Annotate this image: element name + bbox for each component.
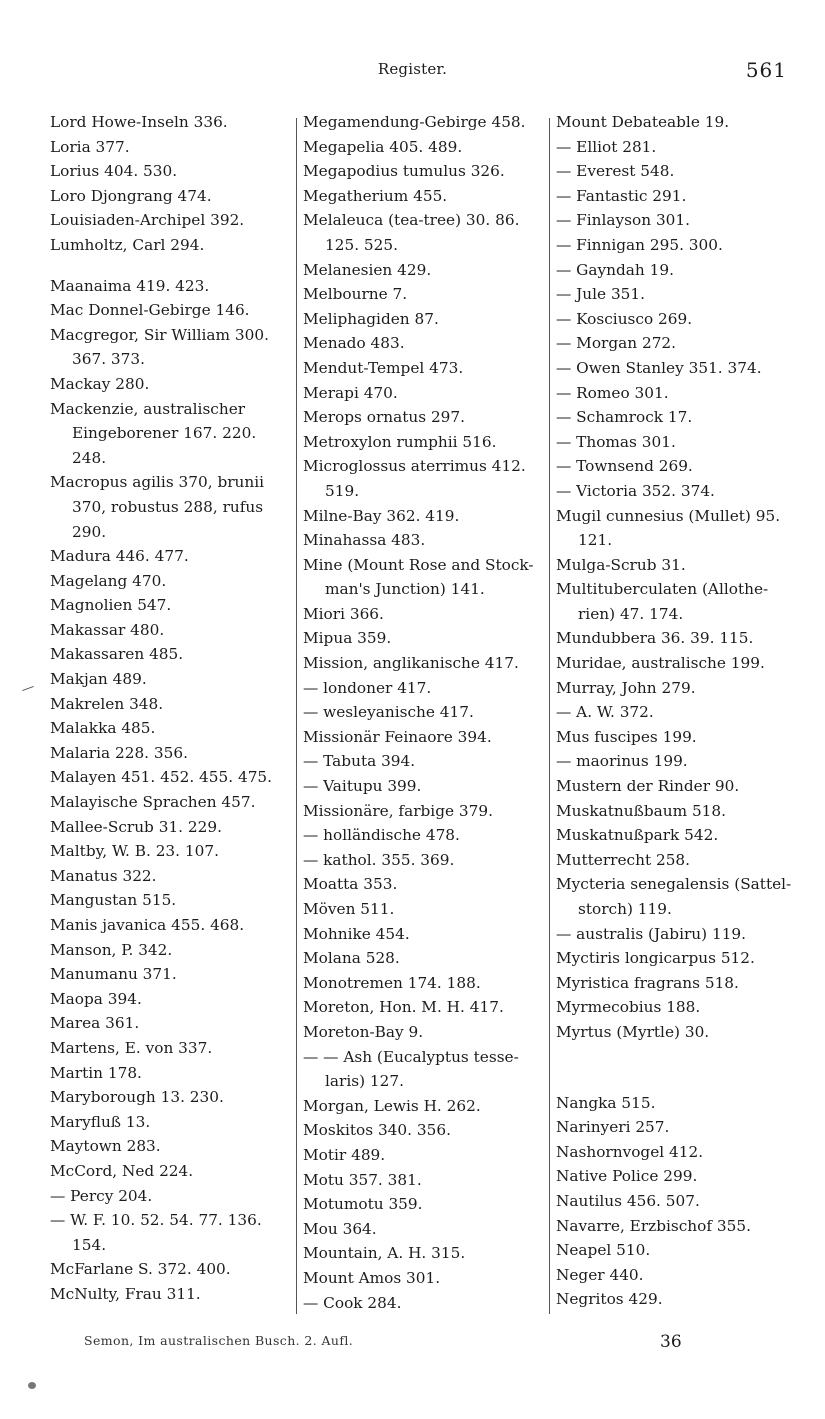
- index-entry: rien) 47. 174.: [578, 604, 684, 623]
- index-entry: 367. 373.: [72, 350, 145, 369]
- index-entry: Manis javanica 455. 468.: [50, 916, 245, 934]
- index-entry: Makassaren 485.: [50, 645, 184, 664]
- index-entry: Mangustan 515.: [50, 891, 177, 910]
- index-entry: Nashornvogel 412.: [556, 1142, 704, 1161]
- index-entry: — australis (Jabiru) 119.: [556, 924, 747, 943]
- index-entry: McFarlane S. 372. 400.: [50, 1260, 231, 1279]
- index-entry: — A. W. 372.: [556, 703, 654, 722]
- index-entry: Moatta 353.: [303, 875, 398, 894]
- index-entry: Neger 440.: [556, 1265, 644, 1284]
- index-entry: — Cook 284.: [303, 1293, 402, 1312]
- index-entry: — Tabuta 394.: [303, 752, 416, 771]
- index-entry: Muskatnußpark 542.: [556, 826, 719, 845]
- index-entry: Maryfluß 13.: [50, 1112, 151, 1131]
- index-entry: Moreton, Hon. M. H. 417.: [303, 998, 504, 1017]
- index-entry: Lorius 404. 530.: [50, 162, 178, 181]
- index-entry: Mundubbera 36. 39. 115.: [556, 629, 754, 648]
- index-entry: Maytown 283.: [50, 1137, 161, 1156]
- index-entry: Mou 364.: [303, 1219, 377, 1238]
- index-entry: Mountain, A. H. 315.: [303, 1244, 466, 1263]
- index-entry: — W. F. 10. 52. 54. 77. 136.: [50, 1211, 262, 1230]
- index-entry: Myctiris longicarpus 512.: [556, 949, 755, 968]
- index-entry: Megapelia 405. 489.: [303, 137, 463, 156]
- index-entry: Missionäre, farbige 379.: [303, 801, 493, 820]
- index-entry: Monotremen 174. 188.: [303, 973, 481, 992]
- index-column-3: [556, 110, 796, 1312]
- index-entry: — Thomas 301.: [556, 432, 676, 451]
- index-entry: Myrtus (Myrtle) 30.: [556, 1022, 710, 1041]
- ink-spot: [28, 1382, 36, 1389]
- index-entry: 519.: [325, 481, 360, 500]
- index-entry: storch) 119.: [578, 900, 672, 918]
- index-entry: — Owen Stanley 351. 374.: [556, 358, 762, 377]
- index-entry: Möven 511.: [303, 900, 395, 918]
- index-entry: — Elliot 281.: [556, 137, 657, 156]
- index-entry: Nautilus 456. 507.: [556, 1191, 700, 1210]
- index-entry: Malayen 451. 452. 455. 475.: [50, 768, 273, 787]
- index-entry: Megapodius tumulus 326.: [303, 162, 505, 181]
- index-entry: Minahassa 483.: [303, 531, 426, 550]
- index-entry: Mulga-Scrub 31.: [556, 555, 686, 574]
- index-entry: Mac Donnel-Gebirge 146.: [50, 301, 250, 320]
- index-entry: Mustern der Rinder 90.: [556, 777, 740, 796]
- index-entry: 125. 525.: [325, 235, 398, 254]
- index-entry: 154.: [72, 1235, 107, 1254]
- index-entry: 121.: [578, 531, 613, 550]
- index-column-2: [303, 110, 543, 1315]
- index-entry: Martens, E. von 337.: [50, 1038, 213, 1057]
- index-entry: — Everest 548.: [556, 162, 675, 181]
- index-entry: Multituberculaten (Allothe-: [556, 580, 769, 599]
- index-entry: Maopa 394.: [50, 989, 142, 1008]
- index-entry: Mohnike 454.: [303, 924, 410, 943]
- index-entry: — Fantastic 291.: [556, 186, 687, 205]
- index-entry: Madura 446. 477.: [50, 547, 189, 566]
- index-entry: — — Ash (Eucalyptus tesse-: [303, 1047, 519, 1066]
- index-entry: — Victoria 352. 374.: [556, 481, 715, 500]
- index-entry: — Jule 351.: [556, 285, 646, 304]
- index-entry: Narinyeri 257.: [556, 1118, 670, 1137]
- index-entry: Native Police 299.: [556, 1167, 698, 1186]
- index-entry: Mount Amos 301.: [303, 1268, 441, 1287]
- index-entry: Mine (Mount Rose and Stock-: [303, 555, 534, 574]
- index-entry: Mendut-Tempel 473.: [303, 358, 464, 377]
- index-entry: — Romeo 301.: [556, 383, 669, 402]
- index-entry: — Townsend 269.: [556, 457, 693, 476]
- index-entry: — kathol. 355. 369.: [303, 850, 455, 869]
- index-entry: Eingeborener 167. 220.: [72, 424, 257, 443]
- index-entry: — Percy 204.: [50, 1186, 153, 1205]
- index-entry: Lumholtz, Carl 294.: [50, 235, 205, 254]
- index-entry: Mipua 359.: [303, 629, 392, 648]
- index-entry: Missionär Feinaore 394.: [303, 727, 492, 746]
- index-entry: Maryborough 13. 230.: [50, 1088, 224, 1107]
- index-entry: — Finlayson 301.: [556, 211, 691, 230]
- index-entry: Macgregor, Sir William 300.: [50, 325, 269, 344]
- index-entry: Magelang 470.: [50, 571, 167, 590]
- index-entry: Murray, John 279.: [556, 678, 696, 697]
- index-entry: Malayische Sprachen 457.: [50, 793, 256, 812]
- column-divider: [549, 118, 550, 1314]
- index-entry: Malaria 228. 356.: [50, 743, 188, 762]
- index-entry: Martin 178.: [50, 1063, 142, 1082]
- index-entry: Mycteria senegalensis (Sattel-: [556, 875, 792, 894]
- index-entry: Melaleuca (tea-tree) 30. 86.: [303, 211, 520, 230]
- index-entry: Makjan 489.: [50, 670, 147, 689]
- index-entry: Mount Debateable 19.: [556, 113, 730, 131]
- index-entry: Marea 361.: [50, 1014, 140, 1033]
- index-entry: Malakka 485.: [50, 719, 156, 738]
- index-entry: Myrmecobius 188.: [556, 998, 701, 1017]
- index-entry: — Gayndah 19.: [556, 260, 674, 279]
- index-entry: Magnolien 547.: [50, 596, 172, 615]
- index-entry: laris) 127.: [325, 1072, 404, 1091]
- index-entry: Negritos 429.: [556, 1290, 663, 1309]
- index-entry: — Finnigan 295. 300.: [556, 235, 723, 254]
- index-entry: Melbourne 7.: [303, 285, 408, 304]
- index-entry: Melanesien 429.: [303, 260, 432, 279]
- page-number: 561: [745, 58, 787, 82]
- index-entry: Mallee-Scrub 31. 229.: [50, 817, 222, 836]
- index-entry: Mission, anglikanische 417.: [303, 654, 519, 673]
- index-column-1: [50, 110, 290, 1307]
- index-entry: Molana 528.: [303, 949, 400, 968]
- index-entry: — Schamrock 17.: [556, 408, 693, 427]
- index-entry: Loria 377.: [50, 137, 130, 156]
- index-entry: Neapel 510.: [556, 1241, 651, 1260]
- margin-mark: [22, 686, 34, 691]
- footer-citation: Semon, Im australischen Busch. 2. Aufl.: [84, 1333, 354, 1348]
- index-entry: Moreton-Bay 9.: [303, 1022, 424, 1041]
- index-entry: Manatus 322.: [50, 866, 157, 885]
- index-entry: Morgan, Lewis H. 262.: [303, 1096, 481, 1115]
- index-entry: Miori 366.: [303, 604, 384, 623]
- index-entry: Motu 357. 381.: [303, 1170, 422, 1189]
- index-entry: Megamendung-Gebirge 458.: [303, 113, 526, 131]
- index-entry: Myristica fragrans 518.: [556, 973, 739, 992]
- index-entry: Moskitos 340. 356.: [303, 1121, 451, 1140]
- index-entry: Maanaima 419. 423.: [50, 276, 210, 295]
- index-entry: Loro Djongrang 474.: [50, 186, 212, 205]
- index-entry: Makrelen 348.: [50, 694, 164, 713]
- index-entry: McCord, Ned 224.: [50, 1161, 194, 1180]
- index-entry: — londoner 417.: [303, 678, 432, 697]
- index-entry: 370, robustus 288, rufus: [72, 497, 264, 516]
- index-entry: — wesleyanische 417.: [303, 703, 474, 722]
- index-entry: Manumanu 371.: [50, 965, 177, 984]
- index-entry: Manson, P. 342.: [50, 940, 173, 959]
- index-entry: — holländische 478.: [303, 826, 460, 845]
- index-entry: — Kosciusco 269.: [556, 309, 693, 328]
- index-entry: Nangka 515.: [556, 1093, 656, 1112]
- index-entry: Mutterrecht 258.: [556, 850, 691, 869]
- index-entry: Mugil cunnesius (Mullet) 95.: [556, 506, 781, 525]
- index-entry: Merapi 470.: [303, 383, 398, 402]
- index-entry: — Morgan 272.: [556, 334, 677, 353]
- index-entry: Mackenzie, australischer: [50, 399, 246, 418]
- index-entry: Navarre, Erzbischof 355.: [556, 1216, 751, 1235]
- index-entry: 290.: [72, 522, 107, 541]
- index-entry: Macropus agilis 370, brunii: [50, 473, 265, 492]
- index-entry: Microglossus aterrimus 412.: [303, 457, 526, 476]
- index-entry: 248.: [72, 448, 107, 467]
- index-entry: Mus fuscipes 199.: [556, 727, 697, 746]
- index-entry: Meliphagiden 87.: [303, 309, 439, 328]
- index-entry: man's Junction) 141.: [325, 580, 485, 599]
- index-entry: Muskatnußbaum 518.: [556, 801, 727, 820]
- index-entry: Louisiaden-Archipel 392.: [50, 211, 245, 230]
- index-entry: Maltby, W. B. 23. 107.: [50, 842, 219, 861]
- index-entry: Lord Howe-Inseln 336.: [50, 113, 228, 131]
- index-entry: Metroxylon rumphii 516.: [303, 432, 497, 451]
- sheet-signature: 36: [660, 1332, 682, 1352]
- index-entry: Mackay 280.: [50, 374, 150, 393]
- index-entry: McNulty, Frau 311.: [50, 1284, 201, 1303]
- index-entry: — maorinus 199.: [556, 752, 688, 771]
- index-entry: — Vaitupu 399.: [303, 777, 422, 796]
- index-entry: Merops ornatus 297.: [303, 408, 466, 427]
- index-entry: Makassar 480.: [50, 620, 165, 639]
- running-header: Register.: [377, 60, 448, 78]
- index-entry: Milne-Bay 362. 419.: [303, 506, 460, 525]
- column-divider: [296, 118, 297, 1314]
- index-entry: Motir 489.: [303, 1145, 386, 1164]
- index-entry: Megatherium 455.: [303, 186, 448, 205]
- index-entry: Muridae, australische 199.: [556, 654, 765, 673]
- index-entry: Motumotu 359.: [303, 1195, 423, 1214]
- index-entry: Menado 483.: [303, 334, 405, 353]
